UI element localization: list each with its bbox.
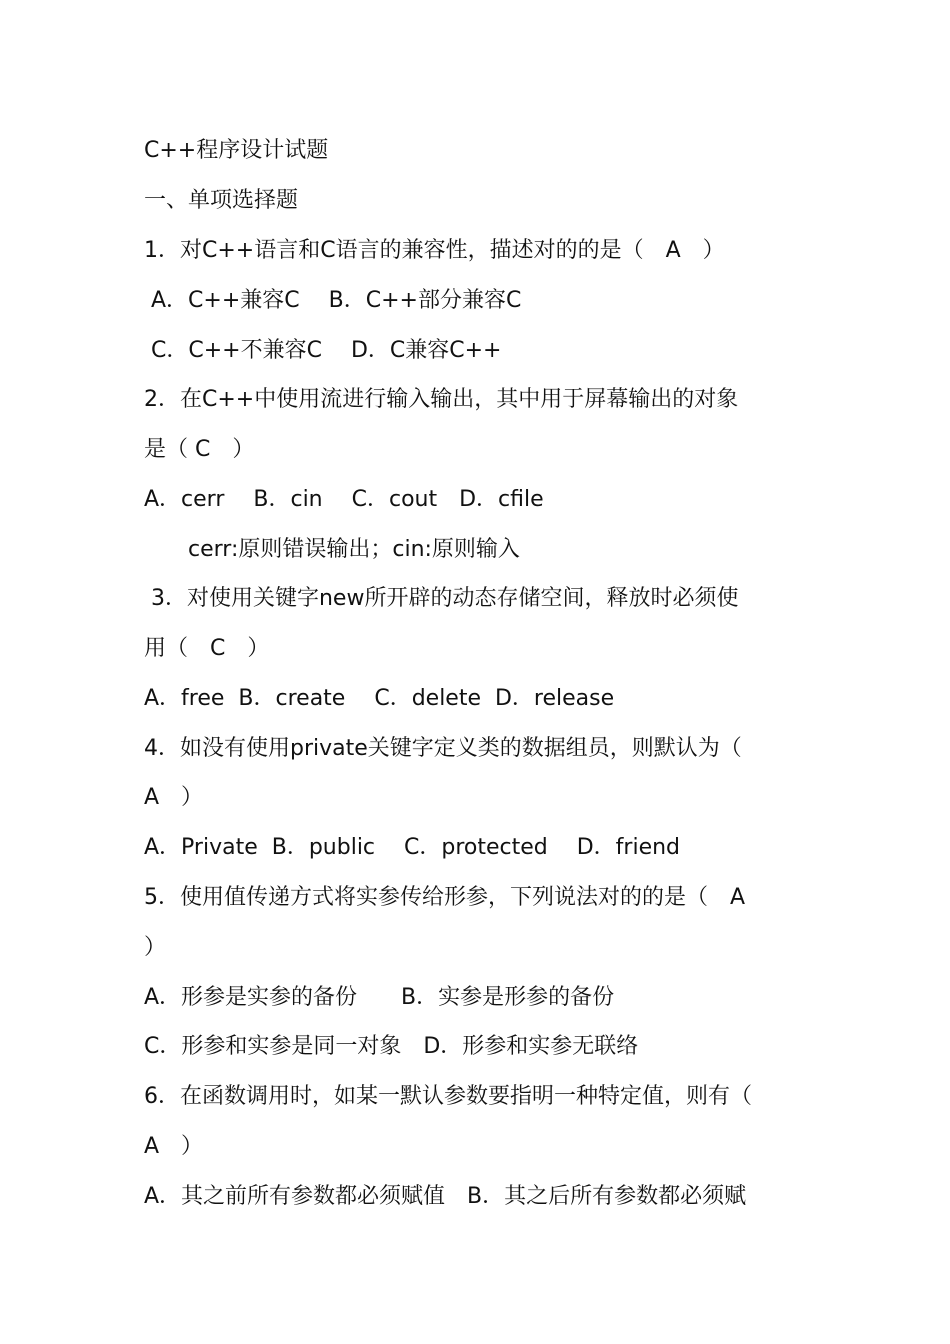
question-3-continued: 用（ C ） <box>144 636 270 661</box>
question-4-options: A．Private B．public C．protected D．friend <box>144 835 681 860</box>
question-6-options: A．其之前所有参数都必须赋值 B．其之后所有参数都必须赋 <box>144 1184 747 1209</box>
question-1-options-cd: C．C++不兼容C D．C兼容C++ <box>144 338 502 363</box>
question-6: 6．在函数调用时，如某一默认参数要指明一种特定值，则有（ <box>144 1084 752 1109</box>
question-4: 4．如没有使用private关键字定义类的数据组员，则默认为（ <box>144 736 742 761</box>
question-2-continued: 是（ C ） <box>144 437 255 462</box>
question-3: 3．对使用关键字new所开辟的动态存储空间，释放时必须使 <box>144 586 739 611</box>
section-heading: 一、单项选择题 <box>144 188 299 213</box>
question-5-continued: ） <box>144 935 167 960</box>
question-5-options-ab: A．形参是实参的备份 B．实参是形参的备份 <box>144 985 615 1010</box>
question-3-options: A．free B．create C．delete D．release <box>144 686 615 711</box>
question-5: 5．使用值传递方式将实参传给形参，下列说法对的的是（ A <box>144 885 746 910</box>
document-title: C++程序设计试题 <box>144 138 329 163</box>
question-1-options-ab: A．C++兼容C B．C++部分兼容C <box>144 288 522 313</box>
question-1: 1．对C++语言和C语言的兼容性，描述对的的是（ A ） <box>144 238 725 263</box>
question-2-note: cerr:原则错误输出；cin:原则输入 <box>144 537 520 562</box>
question-2: 2．在C++中使用流进行输入输出，其中用于屏幕输出的对象 <box>144 387 739 412</box>
question-6-continued: A ） <box>144 1134 204 1159</box>
question-2-options: A．cerr B．cin C．cout D．cfile <box>144 487 544 512</box>
question-5-options-cd: C．形参和实参是同一对象 D．形参和实参无联络 <box>144 1034 639 1059</box>
question-4-continued: A ） <box>144 785 204 810</box>
